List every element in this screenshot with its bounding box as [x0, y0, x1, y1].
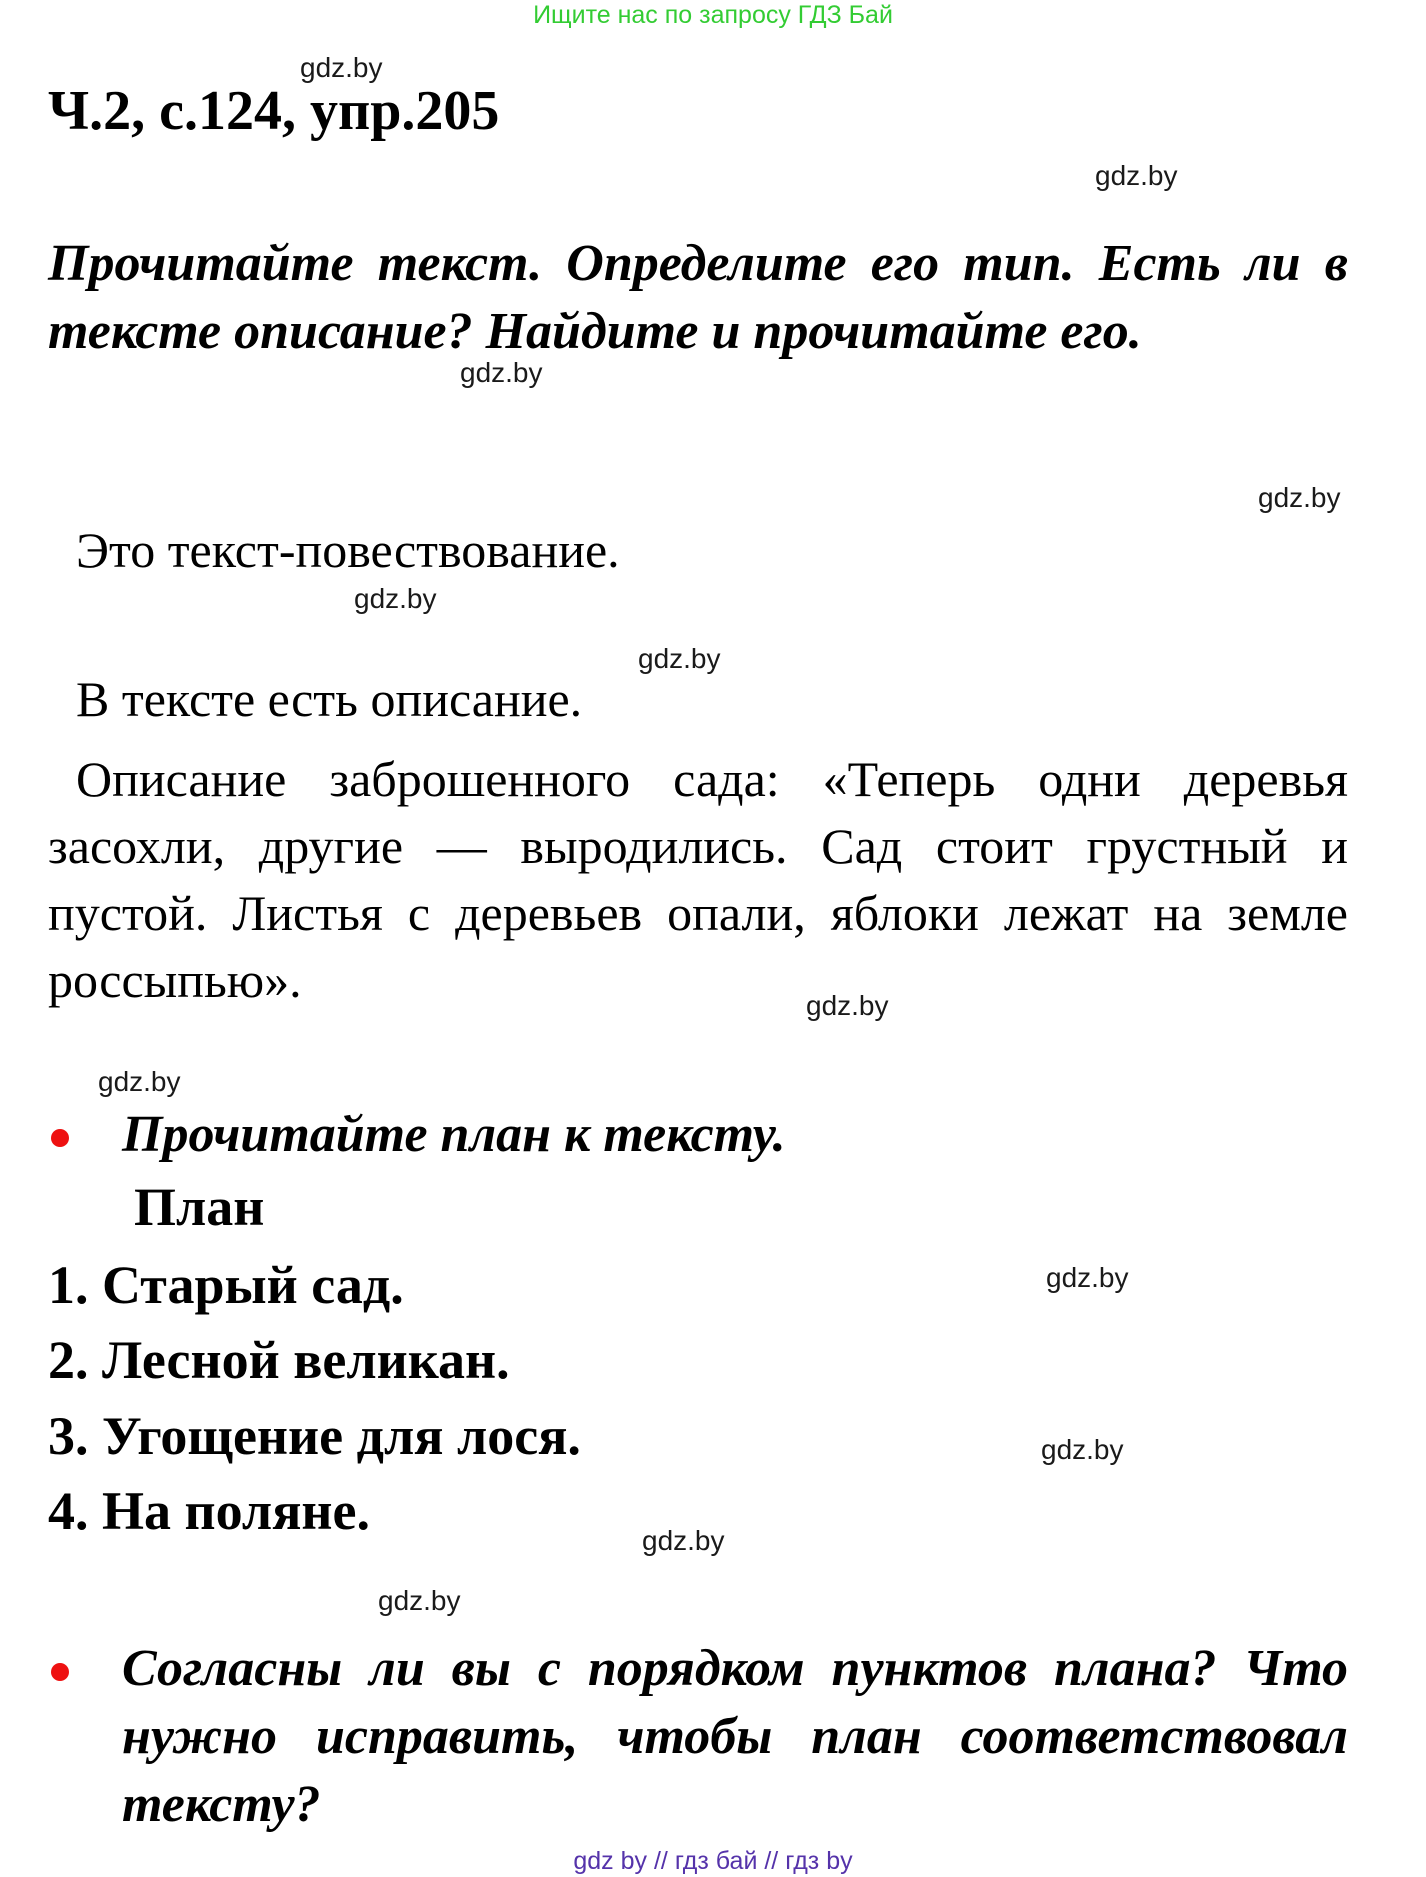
watermark: gdz.by	[1046, 1262, 1129, 1293]
question-instruction: Согласны ли вы с порядком пунктов плана? Что нужно исправить, чтобы план соответствовал тексту?	[122, 1640, 1348, 1833]
watermark: gdz.by	[98, 1066, 181, 1097]
answer-description-quote: Описание заброшенного сада: «Теперь одни деревья засохли, другие — выродились. Сад стоит грустный и пустой. Листья с деревьев опали, яблоки лежат на земле россыпью».	[48, 751, 1348, 1008]
task-instruction: Прочитайте текст. Определите его тип. Есть ли в тексте описание? Найдите и прочитайте его.	[48, 235, 1348, 360]
watermark: gdz.by	[354, 583, 437, 614]
watermark: gdz.by	[378, 1585, 461, 1616]
watermark: gdz.by	[1041, 1434, 1124, 1465]
watermark: gdz.by	[1258, 482, 1341, 513]
plan-instruction: Прочитайте план к тексту.	[122, 1106, 786, 1163]
plan-item: 4. На поляне.	[48, 1481, 370, 1541]
watermark: gdz.by	[638, 643, 721, 674]
answer-text-type: Это текст-повествование.	[76, 522, 620, 578]
answer-has-description: В тексте есть описание.	[76, 671, 583, 727]
watermark: gdz.by	[300, 52, 383, 83]
plan-item: 2. Лесной великан.	[48, 1330, 510, 1390]
watermark: gdz.by	[1095, 160, 1178, 191]
watermark: gdz.by	[642, 1525, 725, 1556]
page-heading: Ч.2, с.124, упр.205	[48, 80, 500, 142]
plan-item: 1. Старый сад.	[48, 1255, 404, 1315]
watermark: gdz.by	[460, 357, 543, 388]
watermark: gdz.by	[806, 990, 889, 1021]
bullet-icon	[51, 1129, 69, 1147]
plan-item: 3. Угощение для лося.	[48, 1406, 581, 1466]
top-banner[interactable]: Ищите нас по запросу ГДЗ Бай	[533, 1, 893, 29]
footer-links[interactable]: gdz by // гдз бай // гдз by	[573, 1847, 853, 1875]
plan-title: План	[134, 1177, 265, 1237]
bullet-icon	[51, 1663, 69, 1681]
